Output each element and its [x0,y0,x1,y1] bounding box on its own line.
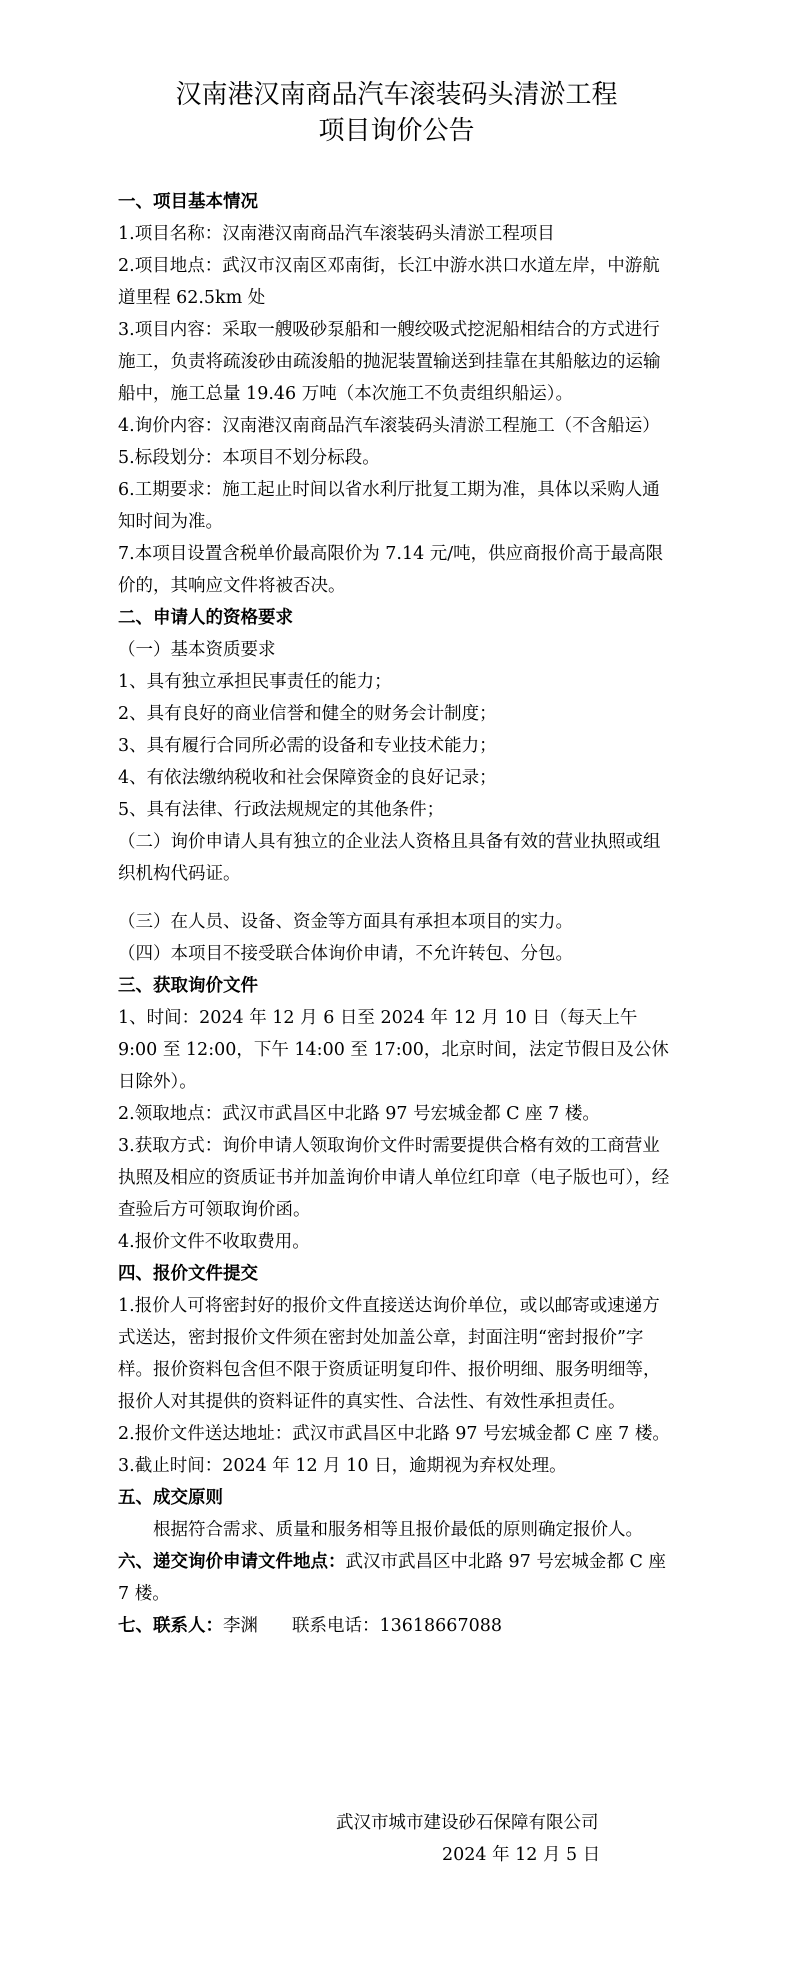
phone-number: 13618667088 [379,1616,502,1636]
announcement-body [118,186,675,1642]
s5-body: 根据符合需求、质量和服务相等且报价最低的原则确定报价人。 [153,1520,643,1540]
s3-item-1: 1、时间：2024 年 12 月 6 日至 2024 年 12 月 10 日（每天上午 9:00 至 12:00，下午 14:00 至 17:00，北京时间，法定节假日及公休日除外）。 [118,1008,669,1092]
title-line-2: 项目询价公告 [318,116,475,146]
s3-item-3: 3.获取方式：询价申请人领取询价文件时需要提供合格有效的工商营业执照及相应的资质证书并加盖询价申请人单位红印章（电子版也可），经查验后方可领取询价函。 [118,1136,670,1220]
section-7 [118,1610,675,1642]
s2-item-7: （二）询价申请人具有独立的企业法人资格且具备有效的营业执照或组织机构代码证。 [118,832,661,884]
s1-item-2: 2.项目地点：武汉市汉南区邓南街，长江中游水洪口水道左岸，中游航道里程 62.5km 处 [118,256,660,308]
s2-item-6: 5、具有法律、行政法规规定的其他条件； [118,800,445,820]
title-line-1: 汉南港汉南商品汽车滚装码头清淤工程 [175,80,618,110]
contact-name: 李渊 [223,1616,258,1636]
signature-date: 2024 年 12 月 5 日 [442,1845,601,1865]
signature-org: 武汉市城市建设砂石保障有限公司 [336,1813,599,1833]
section-7-heading: 七、联系人： [118,1616,223,1636]
section-3-heading: 三、获取询价文件 [118,976,258,996]
s3-item-4: 4.报价文件不收取费用。 [118,1232,310,1252]
s2-item-1: （一）基本资质要求 [118,640,276,660]
s1-item-3: 3.项目内容：采取一艘吸砂泵船和一艘绞吸式挖泥船相结合的方式进行施工，负责将疏浚砂由疏浚船的抛泥装置输送到挂靠在其船舷边的运输船中，施工总量 19.46 万吨（本次施工不负责组织船运）。 [118,320,661,404]
s2-item-9: （四）本项目不接受联合体询价申请，不允许转包、分包。 [118,944,573,964]
section-6 [118,1546,675,1610]
phone-label: 联系电话： [292,1616,380,1636]
s1-item-4: 4.询价内容：汉南港汉南商品汽车滚装码头清淤工程施工（不含船运） [118,416,660,436]
section-2-heading: 二、申请人的资格要求 [118,608,293,628]
section-1-heading: 一、项目基本情况 [118,192,258,212]
s4-item-1: 1.报价人可将密封好的报价文件直接送达询价单位，或以邮寄或速递方式送达，密封报价文件须在密封处加盖公章，封面注明“密封报价”字样。报价资料包含但不限于资质证明复印件、报价明细、服务明细等，报价人对其提供的资料证件的真实性、合法性、有效性承担责任。 [118,1296,661,1412]
s2-item-4: 3、具有履行合同所必需的设备和专业技术能力； [118,736,497,756]
s1-item-5: 5.标段划分：本项目不划分标段。 [118,448,380,468]
s6-body: 武汉市武昌区中北路 97 号宏城金都 C 座 7 楼。 [118,1552,666,1604]
section-6-heading: 六、递交询价申请文件地点： [118,1552,346,1572]
s4-item-3: 3.截止时间：2024 年 12 月 10 日，逾期视为弃权处理。 [118,1456,567,1476]
s1-item-7: 7.本项目设置含税单价最高限价为 7.14 元/吨，供应商报价高于最高限价的，其响应文件将被否决。 [118,544,664,596]
s3-item-2: 2.领取地点：武汉市武昌区中北路 97 号宏城金都 C 座 7 楼。 [118,1104,600,1124]
section-4-heading: 四、报价文件提交 [118,1264,258,1284]
s2-item-2: 1、具有独立承担民事责任的能力； [118,672,392,692]
s1-item-6: 6.工期要求：施工起止时间以省水利厅批复工期为准，具体以采购人通知时间为准。 [118,480,660,532]
s2-item-5: 4、有依法缴纳税收和社会保障资金的良好记录； [118,768,497,788]
s2-item-3: 2、具有良好的商业信誉和健全的财务会计制度； [118,704,497,724]
s4-item-2: 2.报价文件送达地址：武汉市武昌区中北路 97 号宏城金都 C 座 7 楼。 [118,1424,670,1444]
s2-item-8: （三）在人员、设备、资金等方面具有承担本项目的实力。 [118,912,573,932]
section-5-heading: 五、成交原则 [118,1488,223,1508]
s1-item-1: 1.项目名称：汉南港汉南商品汽车滚装码头清淤工程项目 [118,224,555,244]
